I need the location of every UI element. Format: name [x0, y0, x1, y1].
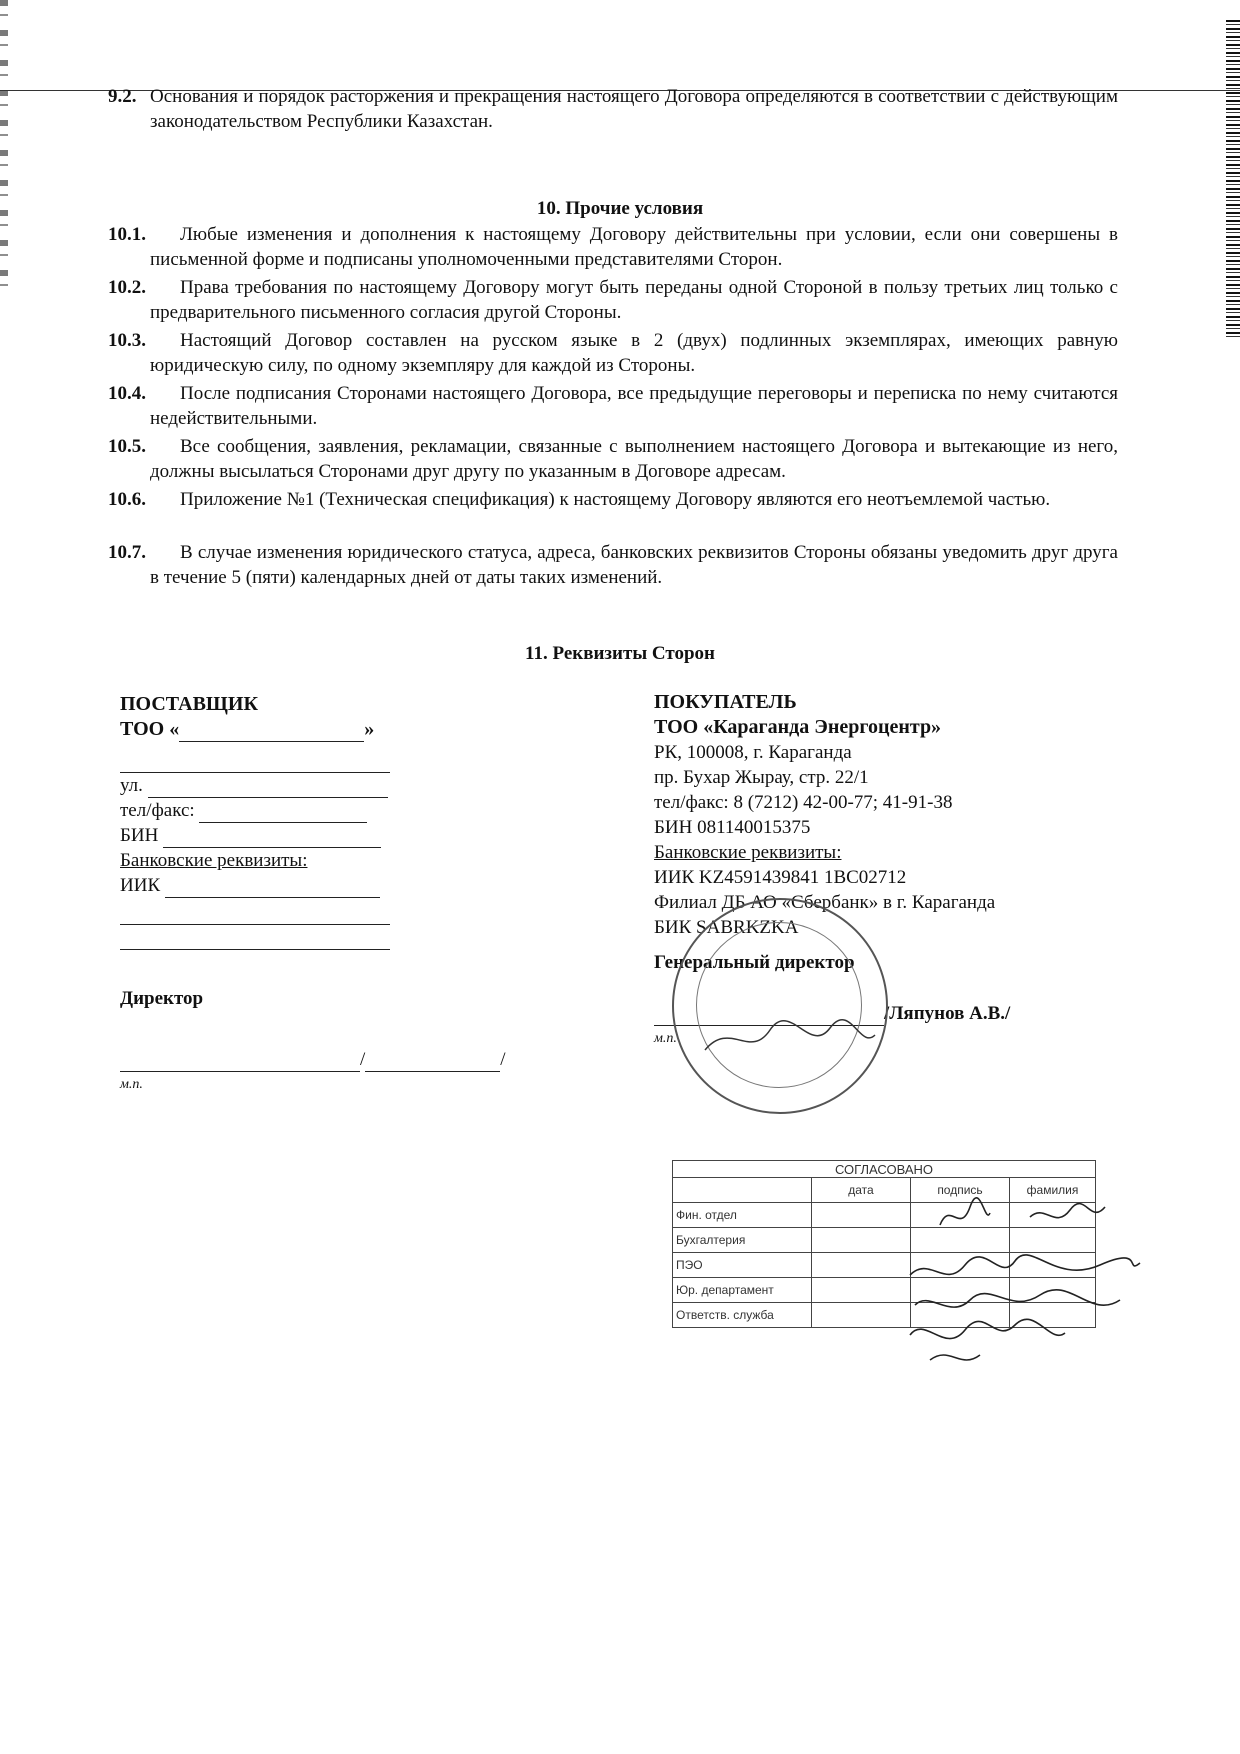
supplier-bin-label: БИН [120, 825, 159, 846]
clause-number: 10.1. [108, 224, 146, 245]
clause-text: Любые изменения и дополнения к настоящему Договору действительны при условии, если они совершены в письменной форме и подписаны уполномоченными представителями Сторон. [150, 224, 1118, 270]
clause-number: 10.5. [108, 436, 146, 457]
buyer-address-street: пр. Бухар Жырау, стр. 22/1 [654, 767, 869, 788]
supplier-too-suffix: » [364, 718, 375, 740]
clause-text: В случае изменения юридического статуса, адреса, банковских реквизитов Стороны обязаны уведомить друг друга в течение 5 (пяти) календарных дней от даты таких изменений. [150, 542, 1118, 588]
supplier-street-label: ул. [120, 775, 143, 796]
buyer-position: Генеральный директор [654, 952, 855, 973]
supplier-stamp-label: м.п. [120, 1077, 143, 1092]
clause-text: Приложение №1 (Техническая спецификация) к настоящему Договору являются его неотъемлемой частью. [180, 489, 1051, 510]
approval-row-label: Фин. отдел [673, 1203, 812, 1228]
supplier-phone-label: тел/факс: [120, 800, 195, 821]
supplier-phone-blank [199, 804, 367, 823]
buyer-phone: тел/факс: 8 (7212) 42-00-77; 41-91-38 [654, 792, 953, 813]
buyer-iik: ИИК KZ4591439841 1BC02712 [654, 867, 907, 888]
clause-number: 10.7. [108, 542, 146, 563]
supplier-blank-line [120, 931, 390, 950]
clause-9-2 [108, 84, 1118, 134]
clause-10-3 [108, 328, 1118, 378]
clause-number: 9.2. [108, 86, 137, 107]
clause-10-2 [108, 275, 1118, 325]
supplier-iik-label: ИИК [120, 875, 161, 896]
clause-number: 10.6. [108, 489, 146, 510]
supplier-too-prefix: ТОО « [120, 718, 180, 740]
buyer-stamp-label: м.п. [654, 1031, 677, 1046]
clause-10-5 [108, 434, 1118, 484]
supplier-block [120, 692, 506, 1097]
approval-row-label: Бухгалтерия [673, 1228, 812, 1253]
clause-10-6 [108, 487, 1118, 512]
approval-col-surname: фамилия [1010, 1178, 1096, 1203]
clause-text: Права требования по настоящему Договору могут быть переданы одной Стороной в пользу третьих лиц только с предварительного письменного согласия другой Стороны. [150, 277, 1118, 323]
buyer-address-city: РК, 100008, г. Караганда [654, 742, 852, 763]
supplier-blank-line [120, 754, 390, 773]
approval-table-title: СОГЛАСОВАНО [673, 1161, 1096, 1178]
approval-row-label: Ответств. служба [673, 1303, 812, 1328]
buyer-bin: БИН 081140015375 [654, 817, 811, 838]
director-signature-icon [700, 1010, 880, 1070]
clause-10-4 [108, 381, 1118, 431]
approval-col-date: дата [812, 1178, 911, 1203]
clause-10-7 [108, 540, 1118, 590]
buyer-bik: БИК SABRKZKA [654, 917, 799, 938]
buyer-bank-label: Банковские реквизиты: [654, 842, 842, 863]
approval-row-label: ПЭО [673, 1253, 812, 1278]
approval-row-label: Юр. департамент [673, 1278, 812, 1303]
clause-10-1 [108, 222, 1118, 272]
clause-number: 10.2. [108, 277, 146, 298]
supplier-street-blank [148, 779, 388, 798]
supplier-position: Директор [120, 988, 204, 1009]
supplier-name-blank [365, 1053, 500, 1072]
supplier-signature-line: / / [120, 1047, 420, 1072]
clause-text: Основания и порядок расторжения и прекращения настоящего Договора определяются в соответствии с действующим законодательством Республики Казахстан. [150, 86, 1118, 132]
buyer-bank-branch: Филиал ДБ АО «Сбербанк» в г. Караганда [654, 892, 996, 913]
buyer-name: ТОО «Караганда Энергоцентр» [654, 716, 942, 738]
supplier-title: ПОСТАВЩИК [120, 693, 258, 715]
clause-text: После подписания Сторонами настоящего Договора, все предыдущие переговоры и переписка по нему считаются недействительными. [150, 383, 1118, 429]
section-11-title: 11. Реквизиты Сторон [525, 643, 715, 664]
supplier-name-blank [179, 723, 364, 742]
supplier-name-line [120, 717, 420, 742]
approval-col-signature: подпись [911, 1178, 1010, 1203]
buyer-signer-name: /Ляпунов А.В./ [884, 1003, 1011, 1024]
section-10-title: 10. Прочие условия [536, 198, 704, 219]
clause-number: 10.3. [108, 330, 146, 351]
clause-text: Настоящий Договор составлен на русском языке в 2 (двух) подлинных экземплярах, имеющих равную юридическую силу, по одному экземпляру для каждой из Стороны. [150, 330, 1118, 376]
supplier-blank-line [120, 906, 390, 925]
supplier-iik-blank [165, 879, 380, 898]
scan-edge-marks [0, 0, 8, 300]
approval-signatures-icon [890, 1195, 1150, 1375]
buyer-title: ПОКУПАТЕЛЬ [654, 691, 797, 713]
supplier-bin-blank [163, 829, 381, 848]
clause-number: 10.4. [108, 383, 146, 404]
clause-text: Все сообщения, заявления, рекламации, связанные с выполнением настоящего Договора и вытекающие из него, должны высылаться Сторонами друг другу по указанным в Договоре адресам. [150, 436, 1118, 482]
company-seal-icon [672, 898, 888, 1114]
scan-barcode-marks [1226, 20, 1240, 340]
supplier-bank-label: Банковские реквизиты: [120, 850, 308, 871]
supplier-signature-blank [120, 1053, 360, 1072]
approval-corner-cell [673, 1178, 812, 1203]
